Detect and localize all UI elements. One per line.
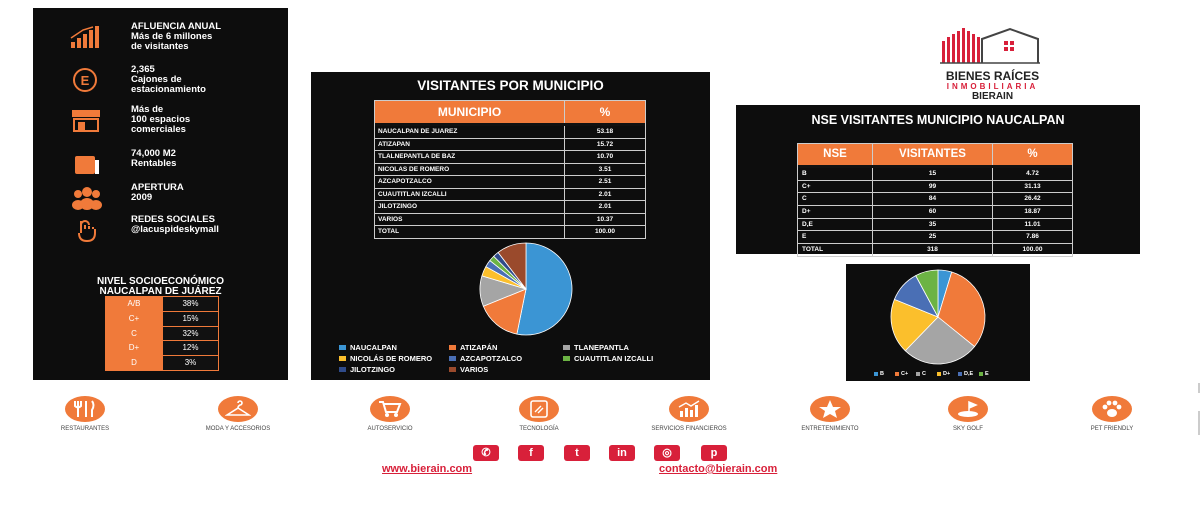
left-info-panel bbox=[33, 8, 288, 380]
legend-item bbox=[958, 371, 973, 377]
legend-item bbox=[339, 343, 397, 352]
legend-swatch bbox=[449, 345, 456, 350]
legend-item bbox=[339, 365, 395, 374]
legend-item bbox=[339, 354, 432, 363]
municipio-table-body bbox=[375, 123, 645, 238]
nse-value: 3% bbox=[162, 356, 218, 370]
nse-value: 38% bbox=[162, 297, 218, 311]
nse-title-line2: NAUCALPAN DE JUÁREZ bbox=[99, 286, 222, 297]
municipio-pct: 53.18 bbox=[596, 128, 614, 135]
tablet-icon bbox=[519, 396, 559, 422]
amenity-label: MODA Y ACCESORIOS bbox=[205, 426, 271, 432]
golf-icon bbox=[948, 396, 988, 422]
table-row bbox=[375, 126, 645, 138]
municipio-pct: 2.51 bbox=[598, 178, 612, 185]
stat-item bbox=[33, 65, 288, 101]
municipio-pct: 3.51 bbox=[598, 165, 612, 173]
municipio-pct: 10.37 bbox=[596, 215, 614, 223]
nse-cell-vis: 318 bbox=[873, 244, 993, 256]
logo-building-icon bbox=[920, 25, 1065, 65]
legend-swatch bbox=[449, 367, 456, 372]
nse-row bbox=[106, 327, 218, 342]
stat-text: Más de 100 espacios comerciales bbox=[131, 104, 191, 135]
amenity-label: TECNOLOGÍA bbox=[519, 426, 559, 432]
legend-item bbox=[979, 371, 989, 377]
nse-cell-vis: 35 bbox=[873, 219, 993, 231]
stat-item bbox=[33, 105, 288, 141]
nse-cell-pct: 26.42 bbox=[1024, 195, 1041, 203]
legend-item bbox=[449, 365, 488, 374]
fork-knife-icon bbox=[65, 396, 105, 422]
nse-title-line1: NIVEL SOCIOECONÓMICO bbox=[96, 276, 225, 287]
municipio-title: VISITANTES POR MUNICIPIO bbox=[417, 78, 604, 93]
col-header-municipio: MUNICIPIO bbox=[375, 101, 565, 123]
nse-cell-nse: D,E bbox=[798, 219, 873, 231]
legend-item bbox=[563, 343, 629, 352]
hanger-icon bbox=[218, 396, 258, 422]
legend-label: C bbox=[922, 371, 926, 377]
col-header-nse: NSE bbox=[798, 144, 873, 165]
stat-text: REDES SOCIALES @lacuspideskymall bbox=[131, 214, 219, 235]
stat-item bbox=[33, 22, 288, 58]
legend-label: B bbox=[880, 371, 884, 377]
nse-cell-vis: 99 bbox=[873, 181, 993, 193]
svg-text:E: E bbox=[80, 73, 90, 88]
people-icon bbox=[69, 185, 105, 211]
table-row bbox=[798, 230, 1072, 243]
municipio-name: NICOLAS DE ROMERO bbox=[375, 164, 565, 176]
table-row bbox=[798, 168, 1072, 180]
nse-cell-pct: 18.87 bbox=[1024, 208, 1041, 216]
linkedin-icon[interactable]: in bbox=[609, 445, 635, 461]
amenity-item bbox=[30, 396, 140, 433]
nse-naucalpan-header bbox=[798, 144, 1072, 165]
municipio-pct: 2.01 bbox=[598, 203, 612, 210]
amenity-item bbox=[335, 396, 445, 433]
nse-naucalpan-panel bbox=[736, 105, 1140, 254]
table-row bbox=[798, 180, 1072, 193]
star-icon bbox=[810, 396, 850, 422]
table-row bbox=[375, 175, 645, 188]
legend-swatch bbox=[874, 372, 878, 376]
legend-swatch bbox=[937, 372, 941, 376]
nse-cell-vis: 84 bbox=[873, 193, 993, 205]
stat-item bbox=[33, 215, 288, 251]
table-row bbox=[375, 163, 645, 176]
legend-label: CUAUTITLAN IZCALLI bbox=[574, 354, 654, 363]
nse-cell-vis: 25 bbox=[873, 231, 993, 243]
logo-line2: INMOBILIARIA bbox=[946, 82, 1039, 91]
nse-label: A/B bbox=[106, 297, 162, 311]
municipio-pct: 100.00 bbox=[595, 228, 615, 235]
municipio-name: JILOTZINGO bbox=[375, 201, 565, 213]
stat-item bbox=[33, 149, 288, 185]
amenity-label: SKY GOLF bbox=[953, 426, 983, 432]
nse-value: 12% bbox=[162, 341, 218, 355]
table-row bbox=[375, 225, 645, 238]
nse-cell-pct: 7.86 bbox=[1026, 233, 1039, 241]
table-row bbox=[375, 150, 645, 163]
nse-cell-nse: C bbox=[798, 193, 873, 205]
legend-item bbox=[916, 371, 926, 377]
municipio-name: TLALNEPANTLA DE BAZ bbox=[375, 151, 565, 163]
nse-row bbox=[106, 297, 218, 312]
logo-line3: BIERAIN bbox=[971, 91, 1014, 102]
stat-text: AFLUENCIA ANUAL Más de 6 millones de visitantes bbox=[131, 21, 222, 52]
nse-label: D bbox=[106, 356, 162, 370]
legend-swatch bbox=[563, 356, 570, 361]
amenity-item bbox=[775, 396, 885, 433]
finance-chart-icon bbox=[669, 396, 709, 422]
nse-naucalpan-title: NSE VISITANTES MUNICIPIO NAUCALPAN bbox=[811, 113, 1065, 127]
amenity-item bbox=[183, 396, 293, 433]
legend-label: ATIZAPÁN bbox=[460, 343, 498, 352]
amenity-label: RESTAURANTES bbox=[60, 426, 110, 432]
municipio-name: ATIZAPAN bbox=[375, 139, 565, 151]
nse-cell-vis: 60 bbox=[873, 206, 993, 218]
table-row bbox=[375, 188, 645, 201]
twitter-icon[interactable]: t bbox=[564, 445, 590, 461]
amenity-item bbox=[913, 396, 1023, 433]
legend-label: D+ bbox=[943, 371, 951, 377]
legend-label: VARIOS bbox=[460, 365, 489, 374]
nse-cell-pct: 100.00 bbox=[1022, 246, 1043, 254]
nse-cell-vis: 15 bbox=[873, 168, 993, 180]
municipio-name: CUAUTITLAN IZCALLI bbox=[375, 189, 565, 201]
email-link[interactable]: contacto@bierain.com bbox=[659, 463, 778, 475]
legend-label: AZCAPOTZALCO bbox=[460, 354, 523, 363]
legend-label: JILOTZINGO bbox=[350, 365, 395, 374]
col-header-pct: % bbox=[1027, 148, 1038, 160]
legend-item bbox=[449, 354, 522, 363]
municipio-table-header bbox=[375, 101, 645, 123]
municipio-pie-chart bbox=[411, 242, 611, 337]
logo bbox=[920, 25, 1065, 102]
table-row bbox=[798, 192, 1072, 205]
municipio-panel bbox=[311, 72, 710, 380]
nse-label: D+ bbox=[106, 341, 162, 355]
legend-swatch bbox=[339, 367, 346, 372]
amenity-label: PET FRIENDLY bbox=[1090, 426, 1134, 432]
legend-label: D,E bbox=[964, 371, 974, 377]
paw-icon bbox=[1092, 396, 1132, 422]
nse-row bbox=[106, 312, 218, 327]
ruler-icon bbox=[69, 151, 105, 177]
nse-label: C+ bbox=[106, 312, 162, 326]
legend-swatch bbox=[916, 372, 920, 376]
logo-line1: BIENES RAÍCES bbox=[945, 69, 1040, 83]
legend-swatch bbox=[979, 372, 983, 376]
stat-text: 2,365 Cajones de estacionamiento bbox=[131, 64, 206, 95]
legend-label: NAUCALPAN bbox=[350, 343, 397, 352]
nse-cell-nse: D+ bbox=[798, 206, 873, 218]
nse-cell-nse: C+ bbox=[798, 181, 873, 193]
nse-value: 32% bbox=[162, 327, 218, 341]
nse-pie-chart bbox=[846, 267, 1030, 369]
amenity-item bbox=[634, 396, 744, 433]
nse-cell-pct: 31.13 bbox=[1024, 182, 1041, 190]
nse-label: C bbox=[106, 327, 162, 341]
nse-value: 15% bbox=[162, 312, 218, 326]
col-header-visitantes: VISITANTES bbox=[873, 144, 993, 165]
instagram-icon[interactable]: ◎ bbox=[654, 445, 680, 461]
legend-item bbox=[895, 371, 908, 377]
legend-swatch bbox=[339, 345, 346, 350]
nse-row bbox=[106, 356, 218, 370]
website-link[interactable]: www.bierain.com bbox=[382, 463, 473, 475]
nse-table bbox=[105, 296, 219, 371]
cart-icon bbox=[370, 396, 410, 422]
facebook-icon[interactable]: f bbox=[518, 445, 544, 461]
col-header-pct: % bbox=[599, 105, 611, 119]
amenity-label: AUTOSERVICIO bbox=[367, 426, 413, 432]
legend-item bbox=[874, 371, 884, 377]
amenity-label: SERVICIOS FINANCIEROS bbox=[651, 426, 727, 432]
municipio-name: NAUCALPAN DE JUAREZ bbox=[375, 126, 565, 138]
legend-item bbox=[937, 371, 950, 377]
legend-label: E bbox=[985, 371, 989, 377]
legend-label: TLANEPANTLA bbox=[574, 343, 629, 352]
municipio-name: VARIOS bbox=[375, 214, 565, 226]
amenity-item bbox=[484, 396, 594, 433]
amenity-item bbox=[1057, 396, 1167, 433]
pinterest-icon[interactable]: p bbox=[701, 445, 727, 461]
table-row bbox=[375, 213, 645, 226]
nse-naucalpan-body bbox=[798, 165, 1072, 256]
legend-item bbox=[563, 354, 653, 363]
legend-swatch bbox=[449, 356, 456, 361]
touch-hand-icon bbox=[69, 217, 105, 243]
table-row bbox=[375, 138, 645, 151]
nse-cell-nse: E bbox=[798, 231, 873, 243]
legend-swatch bbox=[895, 372, 899, 376]
table-row bbox=[375, 200, 645, 213]
municipio-pct: 10.70 bbox=[596, 153, 614, 160]
legend-label: C+ bbox=[901, 371, 909, 377]
legend-swatch bbox=[563, 345, 570, 350]
stat-text: APERTURA 2009 bbox=[131, 182, 184, 203]
nse-cell-nse: B bbox=[798, 168, 873, 180]
parking-icon bbox=[69, 67, 105, 93]
store-icon bbox=[69, 107, 105, 133]
nse-cell-nse: TOTAL bbox=[798, 244, 873, 256]
amenity-label: ENTRETENIMIENTO bbox=[801, 426, 859, 432]
nse-pie-panel bbox=[846, 264, 1030, 381]
nse-cell-pct: 11.01 bbox=[1024, 220, 1041, 228]
legend-swatch bbox=[958, 372, 962, 376]
municipio-pct: 15.72 bbox=[596, 140, 614, 148]
nse-naucalpan-table bbox=[797, 143, 1073, 257]
legend-item bbox=[449, 343, 497, 352]
nse-row bbox=[106, 341, 218, 356]
table-row bbox=[798, 205, 1072, 218]
legend-label: NICOLÁS DE ROMERO bbox=[350, 354, 433, 363]
legend-swatch bbox=[339, 356, 346, 361]
table-row bbox=[798, 218, 1072, 231]
whatsapp-icon[interactable]: ✆ bbox=[473, 445, 499, 461]
growth-chart-icon bbox=[69, 24, 105, 50]
municipio-name: AZCAPOTZALCO bbox=[375, 176, 565, 188]
stat-text: 74,000 M2 Rentables bbox=[131, 148, 177, 169]
municipio-name: TOTAL bbox=[375, 226, 565, 238]
nse-cell-pct: 4.72 bbox=[1026, 170, 1039, 177]
table-row bbox=[798, 243, 1072, 256]
municipio-pct: 2.01 bbox=[598, 190, 612, 198]
municipio-table bbox=[374, 100, 646, 239]
